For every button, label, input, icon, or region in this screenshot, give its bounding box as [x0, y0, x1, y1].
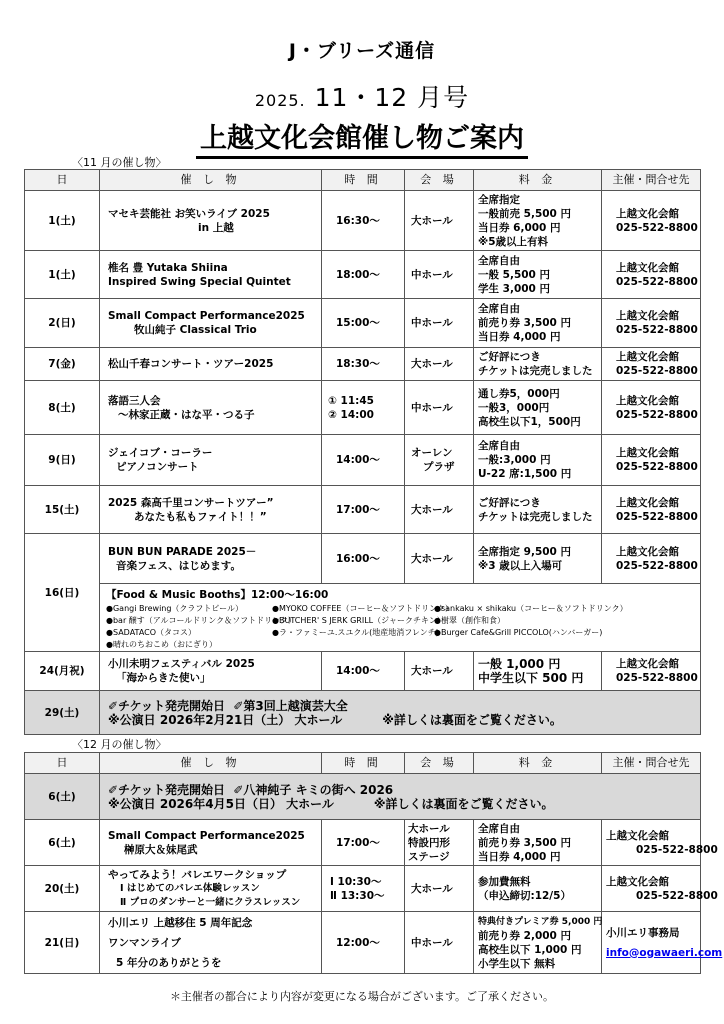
date-cell: 16(日) — [25, 534, 100, 652]
header-price: 料 金 — [474, 753, 602, 774]
time-cell: 18:30～ — [322, 348, 405, 381]
nov-events-table — [24, 169, 701, 735]
ticket-release-label: ✐チケット発売開始日 — [108, 782, 225, 797]
food-booths-row — [25, 584, 701, 652]
venue-cell: オーレン プラザ — [405, 435, 474, 486]
issue-year: 2025. — [254, 91, 306, 110]
header-organizer: 主催・問合せ先 — [602, 170, 701, 191]
booth-item: ●SADATACO（タコス） — [106, 628, 197, 637]
organizer-cell: 上越文化会館 025-522-8800 — [602, 486, 701, 534]
event-cell: やってみよう！バレエワークショップ Ⅰ はじめてのバレエ体験レッスン Ⅱ プロのダンサーと一緒にクラスレッスン — [100, 866, 322, 912]
table-row — [25, 652, 701, 691]
venue-cell: 大ホール — [405, 866, 474, 912]
price-cell: 一般 1,000 円 中学生以下 500 円 — [474, 652, 602, 691]
organizer-cell: 上越文化会館 025-522-8800 — [602, 381, 701, 435]
price-cell: ご好評につき チケットは完売しました — [474, 348, 602, 381]
ticket-release-event: ✐第3回上越演芸大全 — [233, 698, 348, 713]
event-cell: 松山千春コンサート・ツアー2025 — [100, 348, 322, 381]
table-row — [25, 912, 701, 974]
date-cell: 29(土) — [25, 691, 100, 735]
ticket-release-row — [25, 691, 701, 735]
date-cell: 6(土) — [25, 774, 100, 820]
dec-events-table — [24, 752, 723, 974]
event-cell: 小川エリ 上越移住 5 周年記念 ワンマンライブ 5 年分のありがとうを — [100, 912, 322, 974]
booth-item: ●MYOKO COFFEE（コーヒー＆ソフトドリンク） — [272, 604, 453, 613]
time-cell: 17:00～ — [322, 486, 405, 534]
booth-item: ●bar 醸す（アルコールドリンク＆ソフトドリンク） — [106, 616, 296, 625]
see-back-note: ※詳しくは裏面をご覧ください。 — [382, 712, 562, 727]
table-row — [25, 435, 701, 486]
performance-date: ※公演日 2026年2月21日（土） 大ホール — [108, 712, 343, 727]
table-row — [25, 299, 701, 348]
date-cell: 7(金) — [25, 348, 100, 381]
organizer-cell: 小川エリ事務局 info@ogawaeri.com — [602, 912, 701, 974]
date-cell: 21(日) — [25, 912, 100, 974]
food-booths-list — [106, 603, 696, 651]
table-row — [25, 866, 701, 912]
price-cell: 特典付きプレミア券 5,000 円 前売り券 2,000 円 高校生以下 1,000 円 小学生以下 無料 — [474, 912, 602, 974]
price-cell: ご好評につき チケットは完売しました — [474, 486, 602, 534]
organizer-cell: 上越文化会館 025-522-8800 — [602, 866, 701, 912]
contact-email-link[interactable]: info@ogawaeri.com — [606, 946, 723, 959]
price-cell: 参加費無料 （申込締切:12/5） — [474, 866, 602, 912]
price-cell: 全席自由 一般:3,000 円 U-22 席:1,500 円 — [474, 435, 602, 486]
date-cell: 2(日) — [25, 299, 100, 348]
food-booths-title: 【Food & Music Booths】12:00～16:00 — [106, 589, 329, 601]
booth-item: ●Gangi Brewing（クラフトビール） — [106, 604, 243, 613]
venue-cell: 中ホール — [405, 251, 474, 299]
table-row — [25, 348, 701, 381]
booth-item: ●sankaku × shikaku（コーヒー＆ソフトドリンク） — [434, 604, 628, 613]
organizer-cell: 上越文化会館 025-522-8800 — [602, 348, 701, 381]
venue-cell: 中ホール — [405, 912, 474, 974]
date-cell: 1(土) — [25, 191, 100, 251]
price-cell: 通し券5，000円 一般3，000円 高校生以下1，500円 — [474, 381, 602, 435]
time-cell: 14:00～ — [322, 435, 405, 486]
date-cell: 20(土) — [25, 866, 100, 912]
booth-item: ●ラ・ファミーユ.スユクル(地産地消フレンチ) — [272, 628, 439, 637]
venue-cell: 大ホール — [405, 191, 474, 251]
organizer-cell: 上越文化会館 025-522-8800 — [602, 652, 701, 691]
ticket-release-label: ✐チケット発売開始日 — [108, 698, 225, 713]
event-cell: マセキ芸能社 お笑いライブ 2025 in 上越 — [100, 191, 322, 251]
price-cell: 全席自由 一般 5,500 円 学生 3,000 円 — [474, 251, 602, 299]
event-cell: 落語三人会 ～林家正蔵・はな平・つる子 — [100, 381, 322, 435]
table-row — [25, 381, 701, 435]
time-cell: 14:00～ — [322, 652, 405, 691]
header-event: 催 し 物 — [100, 170, 322, 191]
issue-months: 11・12 月号 — [314, 83, 470, 112]
time-cell: 16:00～ — [322, 534, 405, 584]
ticket-release-cell — [100, 691, 701, 735]
newsletter-title: J・ブリーズ通信 — [288, 40, 436, 62]
header-venue: 会 場 — [405, 170, 474, 191]
header-price: 料 金 — [474, 170, 602, 191]
nov-section-label: 〈11 月の催し物〉 — [72, 156, 167, 169]
date-cell: 15(土) — [25, 486, 100, 534]
price-cell: 全席指定 9,500 円 ※3 歳以上入場可 — [474, 534, 602, 584]
venue-cell: 中ホール — [405, 299, 474, 348]
organizer-cell: 上越文化会館 025-522-8800 — [602, 435, 701, 486]
price-cell: 全席自由 前売り券 3,500 円 当日券 4,000 円 — [474, 299, 602, 348]
event-cell: Small Compact Performance2025 榊原大＆妹尾武 — [100, 820, 322, 866]
performance-date: ※公演日 2026年4月5日（日） 大ホール — [108, 796, 334, 811]
food-booths-cell — [100, 584, 701, 652]
organizer-cell: 上越文化会館 025-522-8800 — [602, 191, 701, 251]
header-venue: 会 場 — [405, 753, 474, 774]
issue-label — [0, 78, 724, 114]
organizer-cell: 上越文化会館 025-522-8800 — [602, 299, 701, 348]
venue-cell: 大ホール — [405, 652, 474, 691]
ticket-release-cell — [100, 774, 701, 820]
header-date: 日 — [25, 753, 100, 774]
venue-cell: 大ホール — [405, 486, 474, 534]
date-cell: 8(土) — [25, 381, 100, 435]
table-row — [25, 191, 701, 251]
ticket-release-row — [25, 774, 701, 820]
event-cell: 小川未明フェスティバル 2025 「海からきた使い」 — [100, 652, 322, 691]
time-cell: ① 11:45 ② 14:00 — [322, 381, 405, 435]
booth-item: ●晴れのちおこめ（おにぎり） — [106, 640, 217, 649]
event-cell: BUN BUN PARADE 2025－ 音楽フェス、はじめます。 — [100, 534, 322, 584]
event-cell: Small Compact Performance2025 牧山純子 Classical Trio — [100, 299, 322, 348]
time-cell: 17:00～ — [322, 820, 405, 866]
organizer-cell: 上越文化会館 025-522-8800 — [602, 820, 701, 866]
header-organizer: 主催・問合せ先 — [602, 753, 701, 774]
time-cell: 12:00～ — [322, 912, 405, 974]
event-cell: ジェイコブ・コーラー ピアノコンサート — [100, 435, 322, 486]
booth-item: ●BUTCHER' S JERK GRILL（ジャークチキン） — [272, 616, 445, 625]
venue-cell: 中ホール — [405, 381, 474, 435]
header-time: 時 間 — [322, 753, 405, 774]
table-row — [25, 251, 701, 299]
table-header-row — [25, 170, 701, 191]
main-title: 上越文化会館催し物ご案内 — [0, 116, 724, 159]
venue-cell: 大ホール — [405, 534, 474, 584]
table-row — [25, 486, 701, 534]
time-cell: 16:30～ — [322, 191, 405, 251]
organizer-cell: 上越文化会館 025-522-8800 — [602, 534, 701, 584]
booth-item: ●樹翠（創作和食） — [434, 616, 505, 625]
venue-cell: 大ホール 特設円形 ステージ — [405, 820, 474, 866]
footer-note: ＊主催者の都合により内容が変更になる場合がございます。ご了承ください。 — [169, 990, 555, 1003]
ticket-release-event: ✐八神純子 キミの街へ 2026 — [233, 782, 394, 797]
date-cell: 24(月祝) — [25, 652, 100, 691]
price-cell: 全席指定 一般前売 5,500 円 当日券 6,000 円 ※5歳以上有料 — [474, 191, 602, 251]
date-cell: 1(土) — [25, 251, 100, 299]
header-date: 日 — [25, 170, 100, 191]
table-row — [25, 820, 701, 866]
price-cell: 全席自由 前売り券 3,500 円 当日券 4,000 円 — [474, 820, 602, 866]
booth-item: ●Burger Cafe&Grill PICCOLO(ハンバーガー) — [434, 628, 603, 637]
event-cell: 2025 森高千里コンサートツアー” あなたも私もファイト！！” — [100, 486, 322, 534]
dec-section-label: 〈12 月の催し物〉 — [72, 738, 167, 751]
event-cell: 椎名 豊 Yutaka Shiina Inspired Swing Special Quintet — [100, 251, 322, 299]
time-cell: 15:00～ — [322, 299, 405, 348]
table-header-row — [25, 753, 701, 774]
header-event: 催 し 物 — [100, 753, 322, 774]
date-cell: 9(日) — [25, 435, 100, 486]
time-cell: 18:00～ — [322, 251, 405, 299]
venue-cell: 大ホール — [405, 348, 474, 381]
time-cell: Ⅰ 10:30～ Ⅱ 13:30～ — [322, 866, 405, 912]
date-cell: 6(土) — [25, 820, 100, 866]
organizer-cell: 上越文化会館 025-522-8800 — [602, 251, 701, 299]
header-time: 時 間 — [322, 170, 405, 191]
see-back-note: ※詳しくは裏面をご覧ください。 — [373, 796, 554, 811]
table-row — [25, 534, 701, 584]
